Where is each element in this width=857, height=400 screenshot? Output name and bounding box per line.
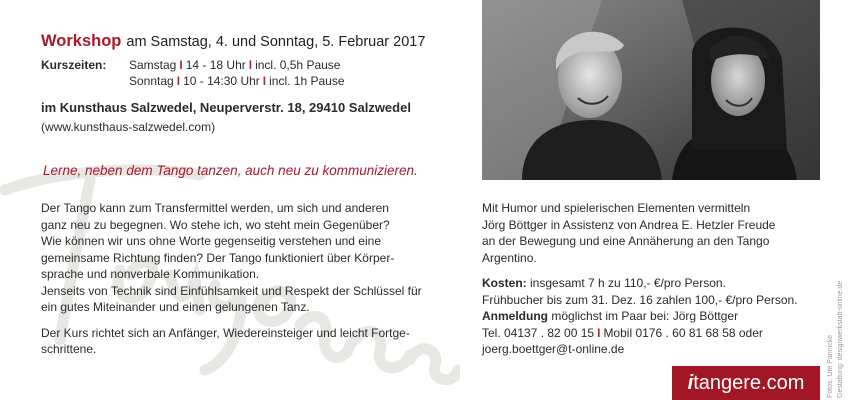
course-day: Samstag: [129, 58, 177, 72]
costs-text: insgesamt 7 h zu 110,- €/pro Person.: [530, 276, 726, 290]
instructors-paragraph: [482, 200, 827, 266]
photo-credit-line: Fotos: Ute Pannicke: [827, 334, 834, 398]
description-paragraph: [41, 325, 461, 358]
brand-logo[interactable]: [672, 366, 820, 400]
description-left: [41, 200, 461, 367]
text-line: Wie können wir uns ohne Worte gegenseitig verstehen und eine: [41, 234, 381, 248]
course-hours: 14 - 18 Uhr: [185, 58, 246, 72]
course-times-row: [41, 73, 345, 89]
text-line: gemeinsame Richtung finden? Der Tango funktioniert über Körper-: [41, 250, 395, 265]
course-pause: incl. 0,5h Pause: [255, 58, 341, 72]
pricing-paragraph: [482, 275, 827, 358]
workshop-keyword: Workshop: [41, 32, 122, 50]
venue-url[interactable]: (www.kunsthaus-salzwedel.com): [41, 120, 216, 134]
separator-bar: I: [262, 74, 267, 88]
course-times-label: Kurszeiten:: [41, 58, 107, 72]
venue-address: im Kunsthaus Salzwedel, Neuperverstr. 18, 29410 Salzwedel: [41, 100, 411, 115]
signup-label: Anmeldung: [482, 309, 548, 323]
course-day: Sonntag: [129, 74, 174, 88]
workshop-dates: am Samstag, 4. und Sonntag, 5. Februar 2017: [126, 34, 426, 50]
design-credit-line: Gestaltung: designwerkstatt-online.de: [837, 280, 844, 398]
brand-name: tangere.com: [693, 371, 805, 394]
text-line: Der Kurs richtet sich an Anfänger, Wiedereinsteiger und leicht Fortge-: [41, 325, 410, 340]
phone-number: Tel. 04137 . 82 00 15: [482, 325, 595, 340]
workshop-heading: [41, 32, 425, 51]
text-line: sprache und nonverbale Kommunikation.: [41, 267, 260, 281]
text-line: schrittene.: [41, 342, 97, 356]
course-hours: 10 - 14:30 Uhr: [183, 74, 260, 88]
separator-bar: I: [176, 74, 181, 88]
text-line: ganz neu zu begegnen. Wo stehe ich, wo steht mein Gegenüber?: [41, 217, 390, 232]
course-pause: incl. 1h Pause: [269, 74, 345, 88]
text-line: Argentino.: [482, 250, 537, 265]
description-right: [482, 200, 827, 367]
email-address[interactable]: joerg.boettger@t-online.de: [482, 342, 625, 356]
separator-bar: I: [179, 58, 183, 72]
tagline: Lerne, neben dem Tango tanzen, auch neu zu kommunizieren.: [43, 163, 418, 178]
text-line: an der Bewegung und eine Annäherung an den Tango: [482, 234, 770, 248]
photo-credit: [826, 281, 846, 398]
photo-illustration: [482, 0, 820, 180]
mobile-number: Mobil 0176 . 60 81 68 58 oder: [603, 325, 763, 340]
couple-photo: [482, 0, 820, 180]
separator-bar: I: [248, 58, 253, 72]
text-line: Der Tango kann zum Transfermittel werden, um sich und anderen: [41, 201, 389, 215]
text-line: Mit Humor und spielerischen Elementen vermitteln: [482, 201, 751, 215]
separator-bar: I: [597, 325, 601, 340]
text-line: Jörg Böttger in Assistenz von Andrea E. Hetzler Freude: [482, 217, 776, 232]
brand-prefix: i: [687, 371, 694, 394]
course-times: [41, 57, 345, 89]
text-line: Jenseits von Technik sind Einfühlsamkeit und Respekt der Schlüssel für: [41, 283, 422, 298]
text-line: ein gutes Miteinander und einen gelungenen Tanz.: [41, 300, 310, 314]
description-paragraph: [41, 200, 461, 316]
course-times-row: [41, 57, 345, 73]
signup-text: möglichst im Paar bei: Jörg Böttger: [551, 309, 739, 323]
costs-label: Kosten:: [482, 276, 527, 290]
early-bird-text: Frühbucher bis zum 31. Dez. 16 zahlen 100,- €/pro Person.: [482, 292, 798, 307]
